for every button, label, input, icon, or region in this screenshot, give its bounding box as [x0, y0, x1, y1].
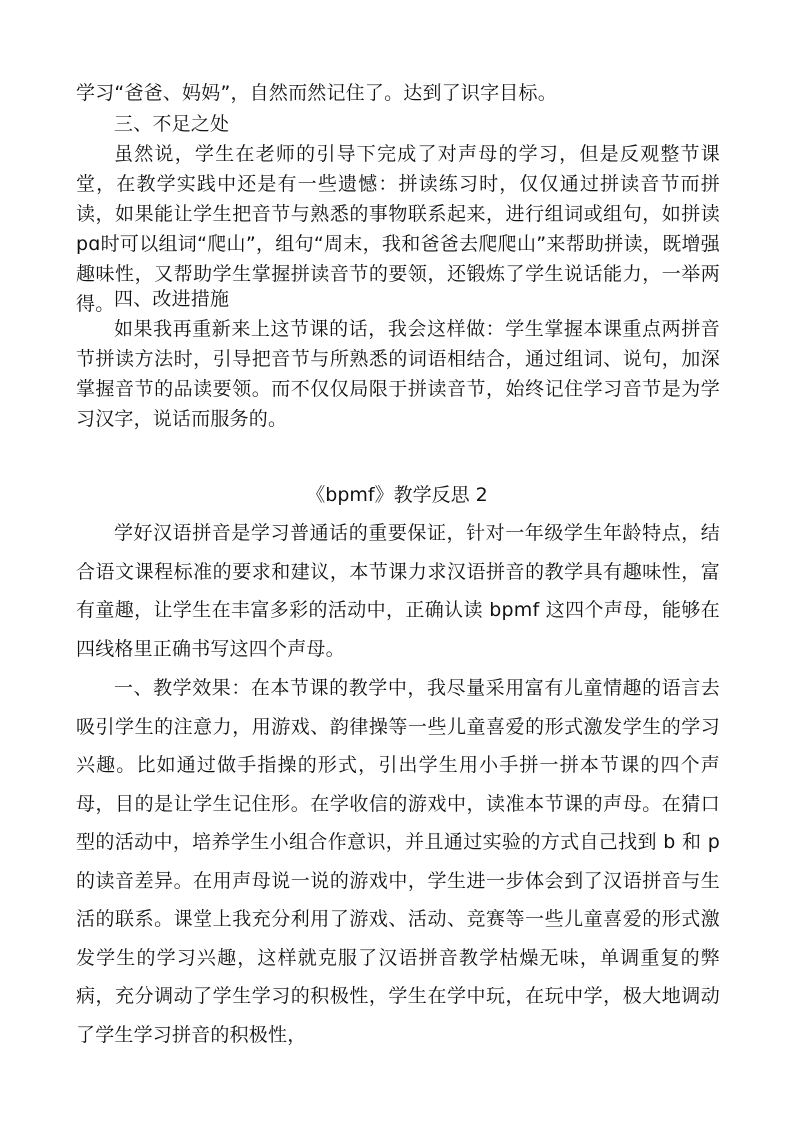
- paragraph-continuation: 学习“爸爸、妈妈”，自然而然记住了。达到了识字目标。: [76, 82, 557, 104]
- section-title: 《bpmf》教学反思 2: [306, 484, 488, 506]
- paragraph-shortcomings: 虽然说，学生在老师的引导下完成了对声母的学习，但是反观整节课堂，在教学实践中还是有一些遗憾：拼读练习时，仅仅通过拼读音节而拼读，如果能让学生把音节与熟悉的事物联系起来，进行组词或组句，如拼读 pɑ时可以组词“爬山”，组句“周末，我和爸爸去爬爬山”来帮助拼读，既增强趣味性，又帮助学生掌握拼读音节的要领，还锻炼了学生说话能力，一举两得。: [76, 143, 720, 315]
- paragraph-improvements: 如果我再重新来上这节课的话，我会这样做：学生掌握本课重点两拼音节拼读方法时，引导把音节与所熟悉的词语相结合，通过组词、说句，加深掌握音节的品读要领。而不仅仅局限于拼读音节，始终记住学习音节是为学习汉字，说话而服务的。: [76, 318, 720, 430]
- paragraph-intro: 学好汉语拼音是学习普通话的重要保证，针对一年级学生年龄特点，结合语文课程标准的要求和建议，本节课力求汉语拼音的教学具有趣味性，富有童趣，让学生在丰富多彩的活动中，正确认读 bpmf 这四个声母，能够在四线格里正确书写这四个声母。: [76, 522, 720, 660]
- paragraph-teaching-effects: 一、教学效果：在本节课的教学中，我尽量采用富有儿童情趣的语言去吸引学生的注意力，用游戏、韵律操等一些儿童喜爱的形式激发学生的学习兴趣。比如通过做手指操的形式，引出学生用小手拼一拼本节课的四个声母，目的是让学生记住形。在学收信的游戏中，读准本节课的声母。在猜口型的活动中，培养学生小组合作意识，并且通过实验的方式自己找到 b 和 p 的读音差异。在用声母说一说的游戏中，学生进一步体会到了汉语拼音与生活的联系。课堂上我充分利用了游戏、活动、竞赛等一些儿童喜爱的形式激发学生的学习兴趣，这样就克服了汉语拼音教学枯燥无味，单调重复的弊病，充分调动了学生学习的积极性，学生在学中玩，在玩中学，极大地调动了学生学习拼音的积极性，: [76, 677, 720, 1046]
- heading-shortcomings: 三、不足之处: [114, 113, 230, 135]
- heading-improvements: 四、改进措施: [114, 288, 230, 310]
